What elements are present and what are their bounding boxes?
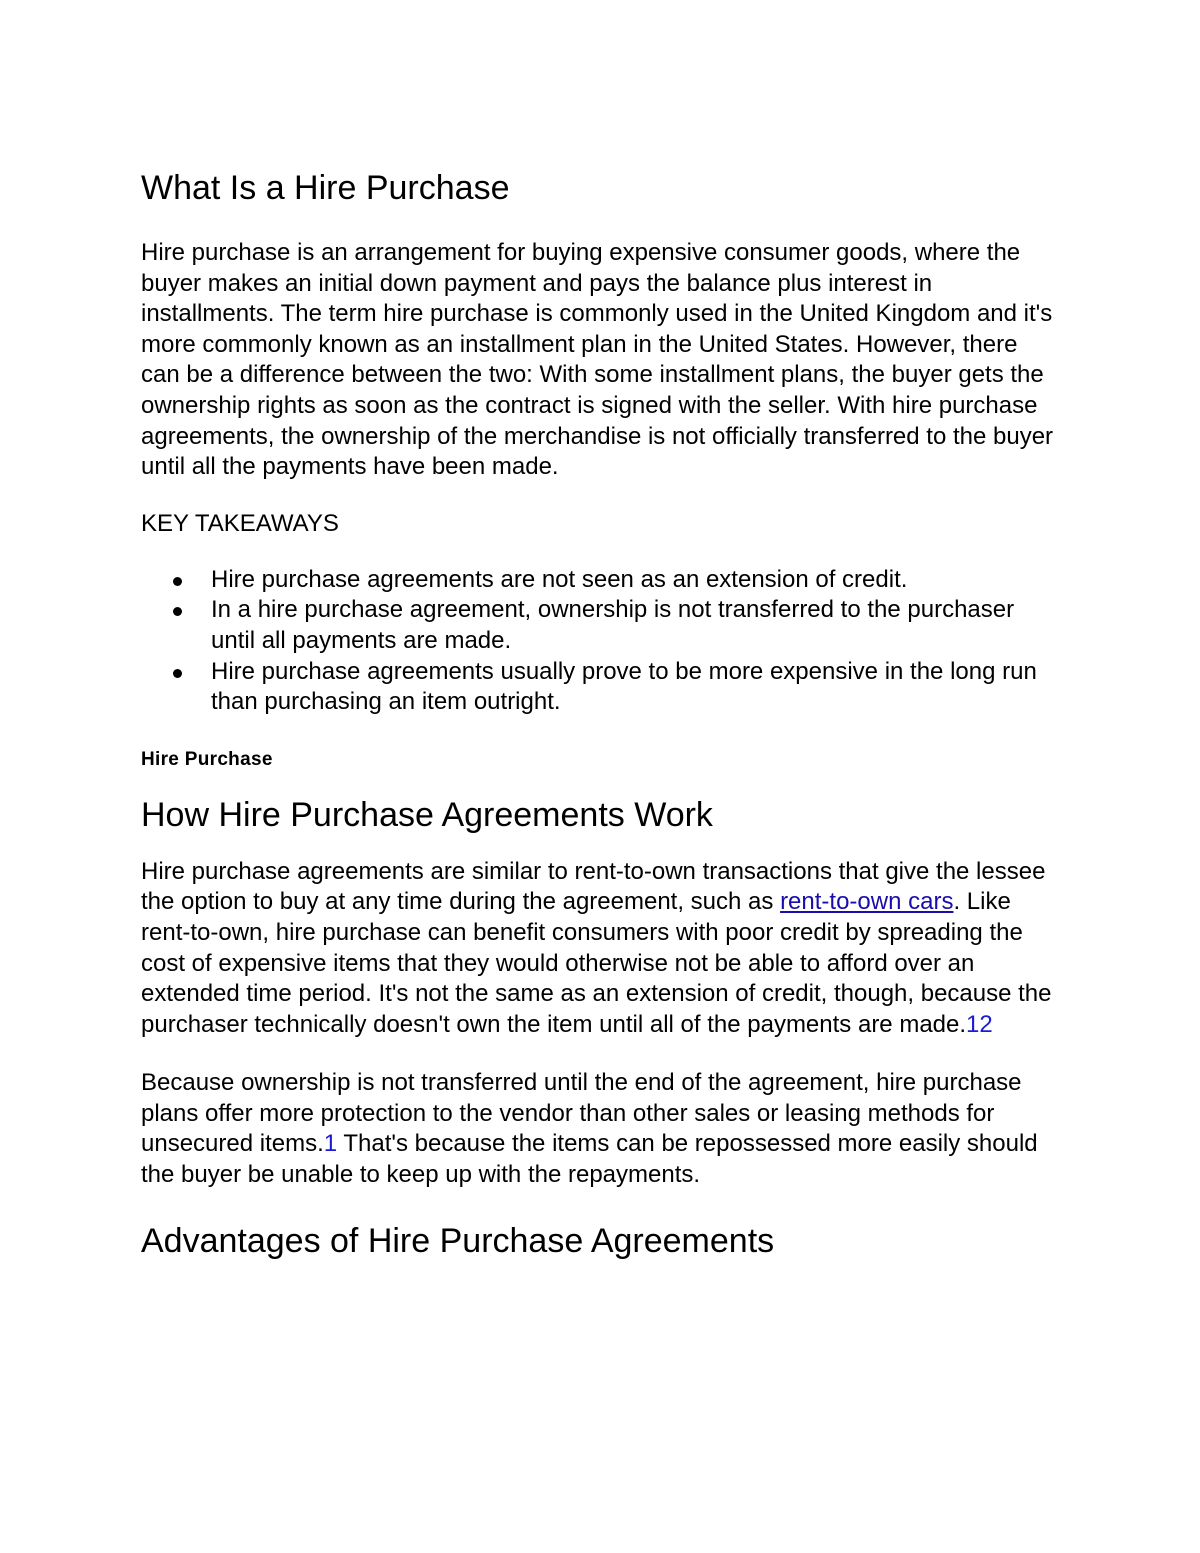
list-item: Hire purchase agreements are not seen as an extension of credit. <box>141 565 1061 596</box>
bullet-icon <box>173 577 182 586</box>
rent-to-own-cars-link[interactable]: rent-to-own cars <box>780 888 954 916</box>
footnote-ref[interactable]: 12 <box>966 1010 993 1038</box>
key-takeaways-label: KEY TAKEAWAYS <box>141 509 339 537</box>
bullet-icon <box>173 607 182 616</box>
intro-paragraph: Hire purchase is an arrangement for buying expensive consumer goods, where the buyer makes an initial down payment and pays the balance plus interest in installments. The term hire purchase is commonly used in the United Kingdom and it's more commonly known as an installment plan in the United States. However, there can be a difference between the two: With some installment plans, the buyer gets the ownership rights as soon as the contract is signed with the seller. With hire purchase agreements, the ownership of the merchandise is not officially transferred to the buyer until all the payments have been made. <box>141 239 1054 481</box>
document-page <box>141 168 1061 1261</box>
section-title-advantages: Advantages of Hire Purchase Agreements <box>141 1221 775 1260</box>
how-it-works-paragraph-1: Hire purchase agreements are similar to rent-to-own transactions that give the lessee the option to buy at any time during the agreement, such as rent-to-own cars. Like rent-to-own, hire purchase can benefit consumers with poor credit by spreading the cost of expensive items that they would otherwise not be able to afford over an extended time period. It's not the same as an extension of credit, though, because the purchaser technically doesn't own the item until all of the payments are made.12 <box>141 857 1052 1038</box>
image-caption: Hire Purchase <box>141 748 273 770</box>
footnote-ref[interactable]: 1 <box>323 1130 338 1158</box>
list-item: In a hire purchase agreement, ownership is not transferred to the purchaser until all payments are made. <box>141 595 1061 656</box>
section-title-what-is: What Is a Hire Purchase <box>141 169 510 207</box>
list-item: Hire purchase agreements usually prove to be more expensive in the long run than purchasing an item outright. <box>141 657 1061 718</box>
section-title-how-it-works: How Hire Purchase Agreements Work <box>141 795 713 834</box>
how-it-works-paragraph-2: Because ownership is not transferred until the end of the agreement, hire purchase plans offer more protection to the vendor than other sales or leasing methods for unsecured items.1 That's because the items can be repossessed more easily should the buyer be unable to keep up with the repayments. <box>141 1069 1038 1189</box>
bullet-icon <box>173 669 182 678</box>
key-takeaways-list <box>141 565 1061 718</box>
